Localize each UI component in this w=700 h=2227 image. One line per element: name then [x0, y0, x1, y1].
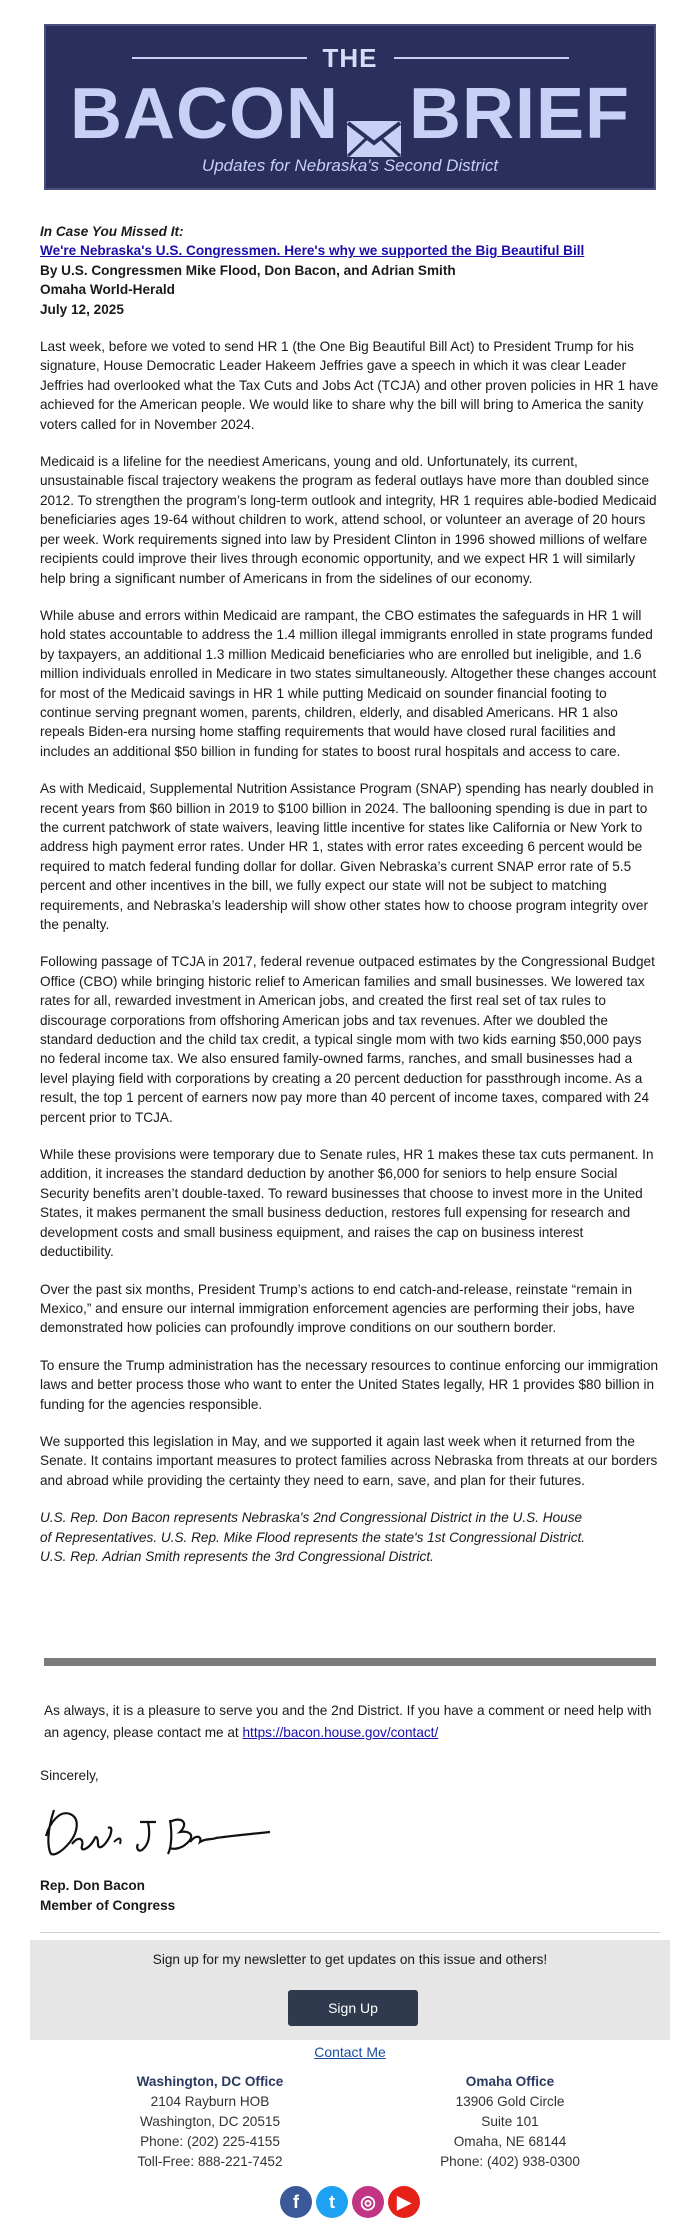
signature-image [40, 1792, 280, 1872]
signup-text: Sign up for my newsletter to get updates on this issue and others! [152, 1952, 548, 1967]
article-headline-link[interactable]: We're Nebraska's U.S. Congressmen. Here's why we supported the Big Beautiful Bill [40, 243, 585, 259]
envelope-icon [345, 94, 403, 134]
signup-panel [30, 1940, 670, 2040]
author-note [40, 1508, 660, 1566]
contact-me-link[interactable]: Contact Me [314, 2044, 386, 2060]
author-note-line: of Representatives. U.S. Rep. Mike Flood represents the state's 1st Congressional District. [40, 1529, 586, 1545]
article-paragraph: Last week, before we voted to send HR 1 (the One Big Beautiful Bill Act) to President Trump for his signature, House Democratic Leader Hakeem Jeffries gave a speech in which it was clear Leader Jeffries had overlooked what the Tax Cuts and Jobs Act (TCJA) and other proven policies in HR 1 have achieved for the American people. We would like to share why the bill will bring to America the sanity voters called for in November 2024. [40, 339, 659, 432]
signatory [40, 1876, 175, 1916]
sincerely-text: Sincerely, [40, 1768, 99, 1783]
banner-the-row [46, 42, 654, 74]
signup-button[interactable]: Sign Up [288, 1990, 418, 2026]
footer-rule [40, 1932, 660, 1933]
section-divider [44, 1658, 656, 1666]
office-address-line: Suite 101 [481, 2114, 539, 2129]
article-paragraph: Over the past six months, President Trump’s actions to end catch-and-release, reinstate “remain in Mexico,” and ensure our internal immigration enforcement agencies are performing their jobs, have demonstrated how policies can profoundly improve conditions on our southern border. [40, 1281, 635, 1336]
office-address-line: Washington, DC 20515 [139, 2114, 281, 2129]
article [40, 222, 660, 1566]
article-paragraph: While these provisions were temporary due to Senate rules, HR 1 makes these tax cuts permanent. In addition, it increases the standard deduction by another $6,000 for seniors to help ensure Social Security benefits aren’t double-taxed. To reward businesses that choose to invest more in the United States, it makes permanent the small business deduction, restores full expensing for research and development costs and small business equipment, and raises the cap on business interest deductibility. [40, 1147, 654, 1260]
banner-word-brief: BRIEF [409, 74, 630, 154]
banner-rule-right [394, 57, 569, 59]
newsletter-banner [44, 24, 656, 190]
closing-message [44, 1700, 656, 1744]
article-meta [40, 222, 660, 319]
contact-url-link[interactable]: https://bacon.house.gov/contact/ [242, 1725, 439, 1740]
office-tollfree: Toll-Free: 888-221-7452 [137, 2154, 283, 2169]
instagram-icon[interactable]: ◎ [352, 2186, 384, 2218]
office-name: Omaha Office [465, 2074, 555, 2089]
author-note-line: U.S. Rep. Don Bacon represents Nebraska's 2nd Congressional District in the U.S. House [40, 1510, 583, 1526]
article-byline: By U.S. Congressmen Mike Flood, Don Bacon, and Adrian Smith [40, 262, 456, 278]
youtube-icon[interactable]: ▶ [388, 2186, 420, 2218]
article-paragraph: As with Medicaid, Supplemental Nutrition Assistance Program (SNAP) spending has nearly doubled in recent years from $60 billion in 2019 to $100 billion in 2024. The ballooning spending is due in part to the current patchwork of state waivers, leaving little incentive for states like California or New York to address high payment error rates. Under HR 1, states with error rates exceeding 6 percent would be required to match federal funding dollar for dollar. Given Nebraska’s current SNAP error rate of 5.5 percent and other incentives in the bill, we fully expect our state will not be subject to matching requirements, and Nebraska’s leadership will show other states how to choose program integrity over the penalty. [40, 781, 654, 932]
author-note-line: U.S. Rep. Adrian Smith represents the 3rd Congressional District. [40, 1548, 434, 1564]
article-paragraph: We supported this legislation in May, and we supported it again last week when it returned from the Senate. It contains important measures to protect families across Nebraska from threats at our borders and abroad while providing the certainty they need to earn, save, and plan for their futures. [40, 1433, 658, 1488]
article-paragraph: While abuse and errors within Medicaid are rampant, the CBO estimates the safeguards in HR 1 will hold states accountable to address the 1.4 million illegal immigrants enrolled in state programs funded by taxpayers, an additional 1.3 million Medicaid beneficiaries who are enrolled but ineligible, and 1.6 million individuals enrolled in Medicare in two states simultaneously. Altogether these changes account for most of the Medicaid savings in HR 1 while putting Medicaid on sounder financial footing to continue serving pregnant women, parents, children, elderly, and disabled Americans. HR 1 also repeals Biden-era nursing home staffing requirements that would have closed rural facilities and includes an additional $50 billion in funding for states to boost rural hospitals and access to care. [40, 607, 657, 759]
signatory-name: Rep. Don Bacon [40, 1878, 145, 1893]
banner-word-bacon: BACON [70, 74, 339, 154]
article-body [40, 337, 660, 1566]
article-paragraph: Medicaid is a lifeline for the neediest Americans, young and old. Unfortunately, its current, unsustainable fiscal trajectory weakens the program as federal outlays have more than doubled since 2012. To strengthen the program’s long-term outlook and integrity, HR 1 requires able-bodied Medicaid beneficiaries ages 19-64 without children to work, attend school, or volunteer an average of 20 hours per week. Work requirements signed into law by President Clinton in 1996 showed millions of welfare recipients could improve their lives through economic opportunity, and we expect HR 1 will similarly help bring a significant number of Americans in from the sidelines of our economy. [40, 454, 657, 586]
article-paragraph: To ensure the Trump administration has the necessary resources to continue enforcing our immigration laws and better process those who want to enter the United States legally, HR 1 provides $80 billion in funding for the agencies responsible. [40, 1357, 659, 1412]
icymi-label: In Case You Missed It: [40, 224, 184, 239]
banner-rule-left [132, 57, 307, 59]
office-address-line: Omaha, NE 68144 [453, 2134, 567, 2149]
dc-office [80, 2072, 340, 2172]
banner-the: THE [322, 42, 378, 73]
twitter-icon[interactable]: t [316, 2186, 348, 2218]
signatory-title: Member of Congress [40, 1898, 176, 1913]
contact-me [0, 2044, 700, 2060]
social-links [0, 2186, 700, 2218]
banner-tagline: Updates for Nebraska's Second District [201, 156, 499, 175]
facebook-icon[interactable]: f [280, 2186, 312, 2218]
article-date: July 12, 2025 [40, 301, 124, 317]
office-phone: Phone: (402) 938-0300 [440, 2154, 580, 2169]
office-phone: Phone: (202) 225-4155 [140, 2134, 280, 2149]
office-address-line: 13906 Gold Circle [455, 2094, 565, 2109]
article-paragraph: Following passage of TCJA in 2017, federal revenue outpaced estimates by the Congressional Budget Office (CBO) while bringing historic relief to American families and small businesses. We lowered tax rates for all, rewarded investment in American jobs, and created the first real set of tax rules to discourage corporations from offshoring American jobs and tax revenues. After we doubled the standard deduction and the child tax credit, a typical single mom with two kids earning $50,000 pays no federal income tax. We also ensured family-owned farms, ranches, and small businesses had a level playing field with corporations by creating a 20 percent deduction for passthrough income. As a result, the top 1 percent of earners now pay more than 40 percent of income taxes, compared with 24 percent prior to TCJA. [40, 954, 655, 1125]
omaha-office [380, 2072, 640, 2172]
banner-title [46, 74, 654, 154]
office-name: Washington, DC Office [136, 2074, 284, 2089]
closing-text: As always, it is a pleasure to serve you and the 2nd District. If you have a comment or need help with an agency, please contact me at [44, 1703, 652, 1740]
office-address-line: 2104 Rayburn HOB [150, 2094, 270, 2109]
article-outlet: Omaha World-Herald [40, 282, 175, 298]
